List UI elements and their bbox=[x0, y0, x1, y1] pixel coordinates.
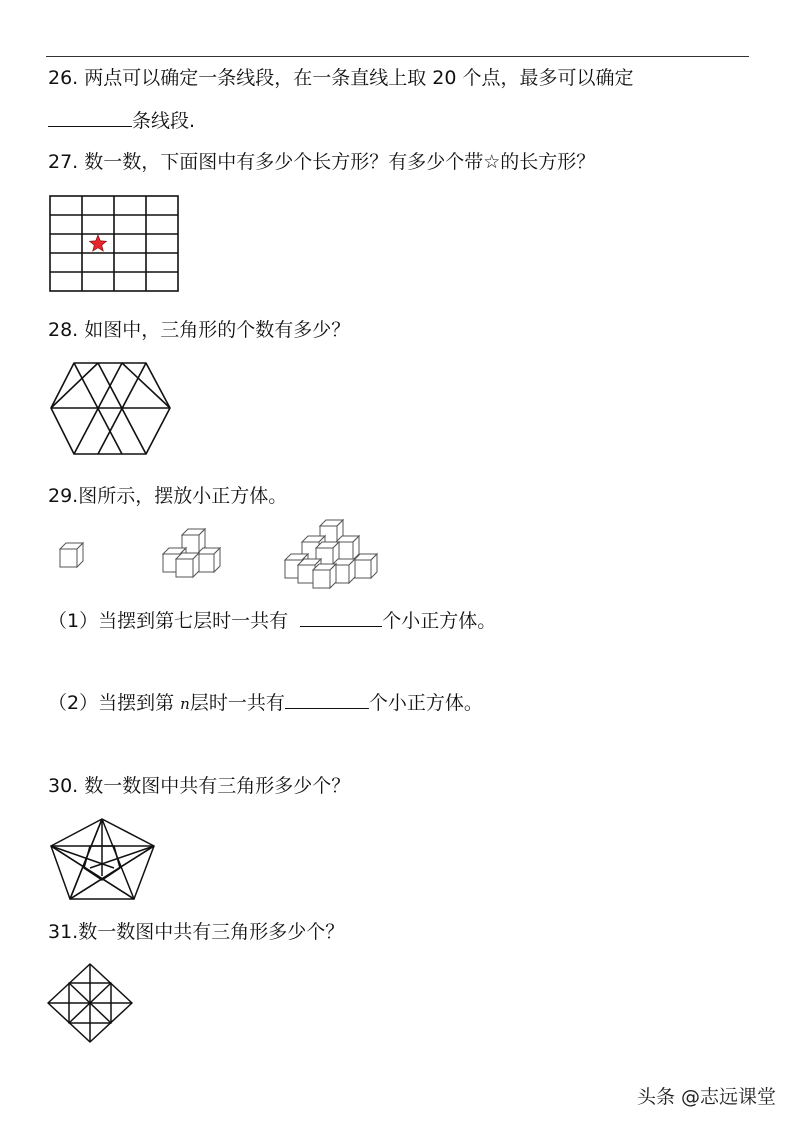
q29-sub1-suffix: 个小正方体。 bbox=[382, 610, 497, 632]
q26-line2 bbox=[48, 108, 195, 133]
q28-triangle-figure bbox=[48, 360, 174, 460]
cube-stack-3-figure bbox=[282, 518, 380, 590]
cube-stack-1-figure bbox=[58, 540, 86, 570]
q29-sub2-suffix: 个小正方体。 bbox=[368, 692, 483, 714]
q29-sub2-var: n bbox=[180, 695, 190, 713]
star-icon bbox=[90, 235, 107, 251]
cube-stack-2-figure bbox=[160, 526, 222, 580]
q26-answer-blank[interactable] bbox=[48, 108, 132, 127]
q26-line1: 26. 两点可以确定一条线段，在一条直线上取 20 个点，最多可以确定 bbox=[48, 67, 634, 89]
q27-text: 27. 数一数，下面图中有多少个长方形？有多少个带☆的长方形？ bbox=[48, 151, 596, 173]
q31-diamond-figure bbox=[46, 962, 134, 1044]
q29-sub1 bbox=[48, 608, 496, 633]
q27-grid-figure bbox=[48, 194, 182, 294]
q30-pentagon-figure bbox=[48, 816, 158, 902]
q31-text: 31.数一数图中共有三角形多少个？ bbox=[48, 921, 345, 943]
q29-sub2-answer-blank[interactable] bbox=[285, 690, 369, 709]
q26-line2-suffix: 条线段. bbox=[132, 110, 196, 132]
header-rule bbox=[46, 56, 749, 57]
watermark: 头条 @志远课堂 bbox=[636, 1086, 776, 1108]
q29-sub1-answer-blank[interactable] bbox=[300, 608, 382, 627]
q29-sub1-prefix: （1）当摆到第七层时一共有 bbox=[48, 610, 289, 632]
q29-sub2 bbox=[48, 690, 483, 716]
q29-sub2-mid: 层时一共有 bbox=[189, 692, 285, 714]
q28-text: 28. 如图中，三角形的个数有多少？ bbox=[48, 319, 351, 341]
q29-text: 29.图所示，摆放小正方体。 bbox=[48, 485, 288, 507]
q29-sub2-prefix: （2）当摆到第 bbox=[48, 692, 175, 714]
q30-text: 30. 数一数图中共有三角形多少个？ bbox=[48, 775, 351, 797]
